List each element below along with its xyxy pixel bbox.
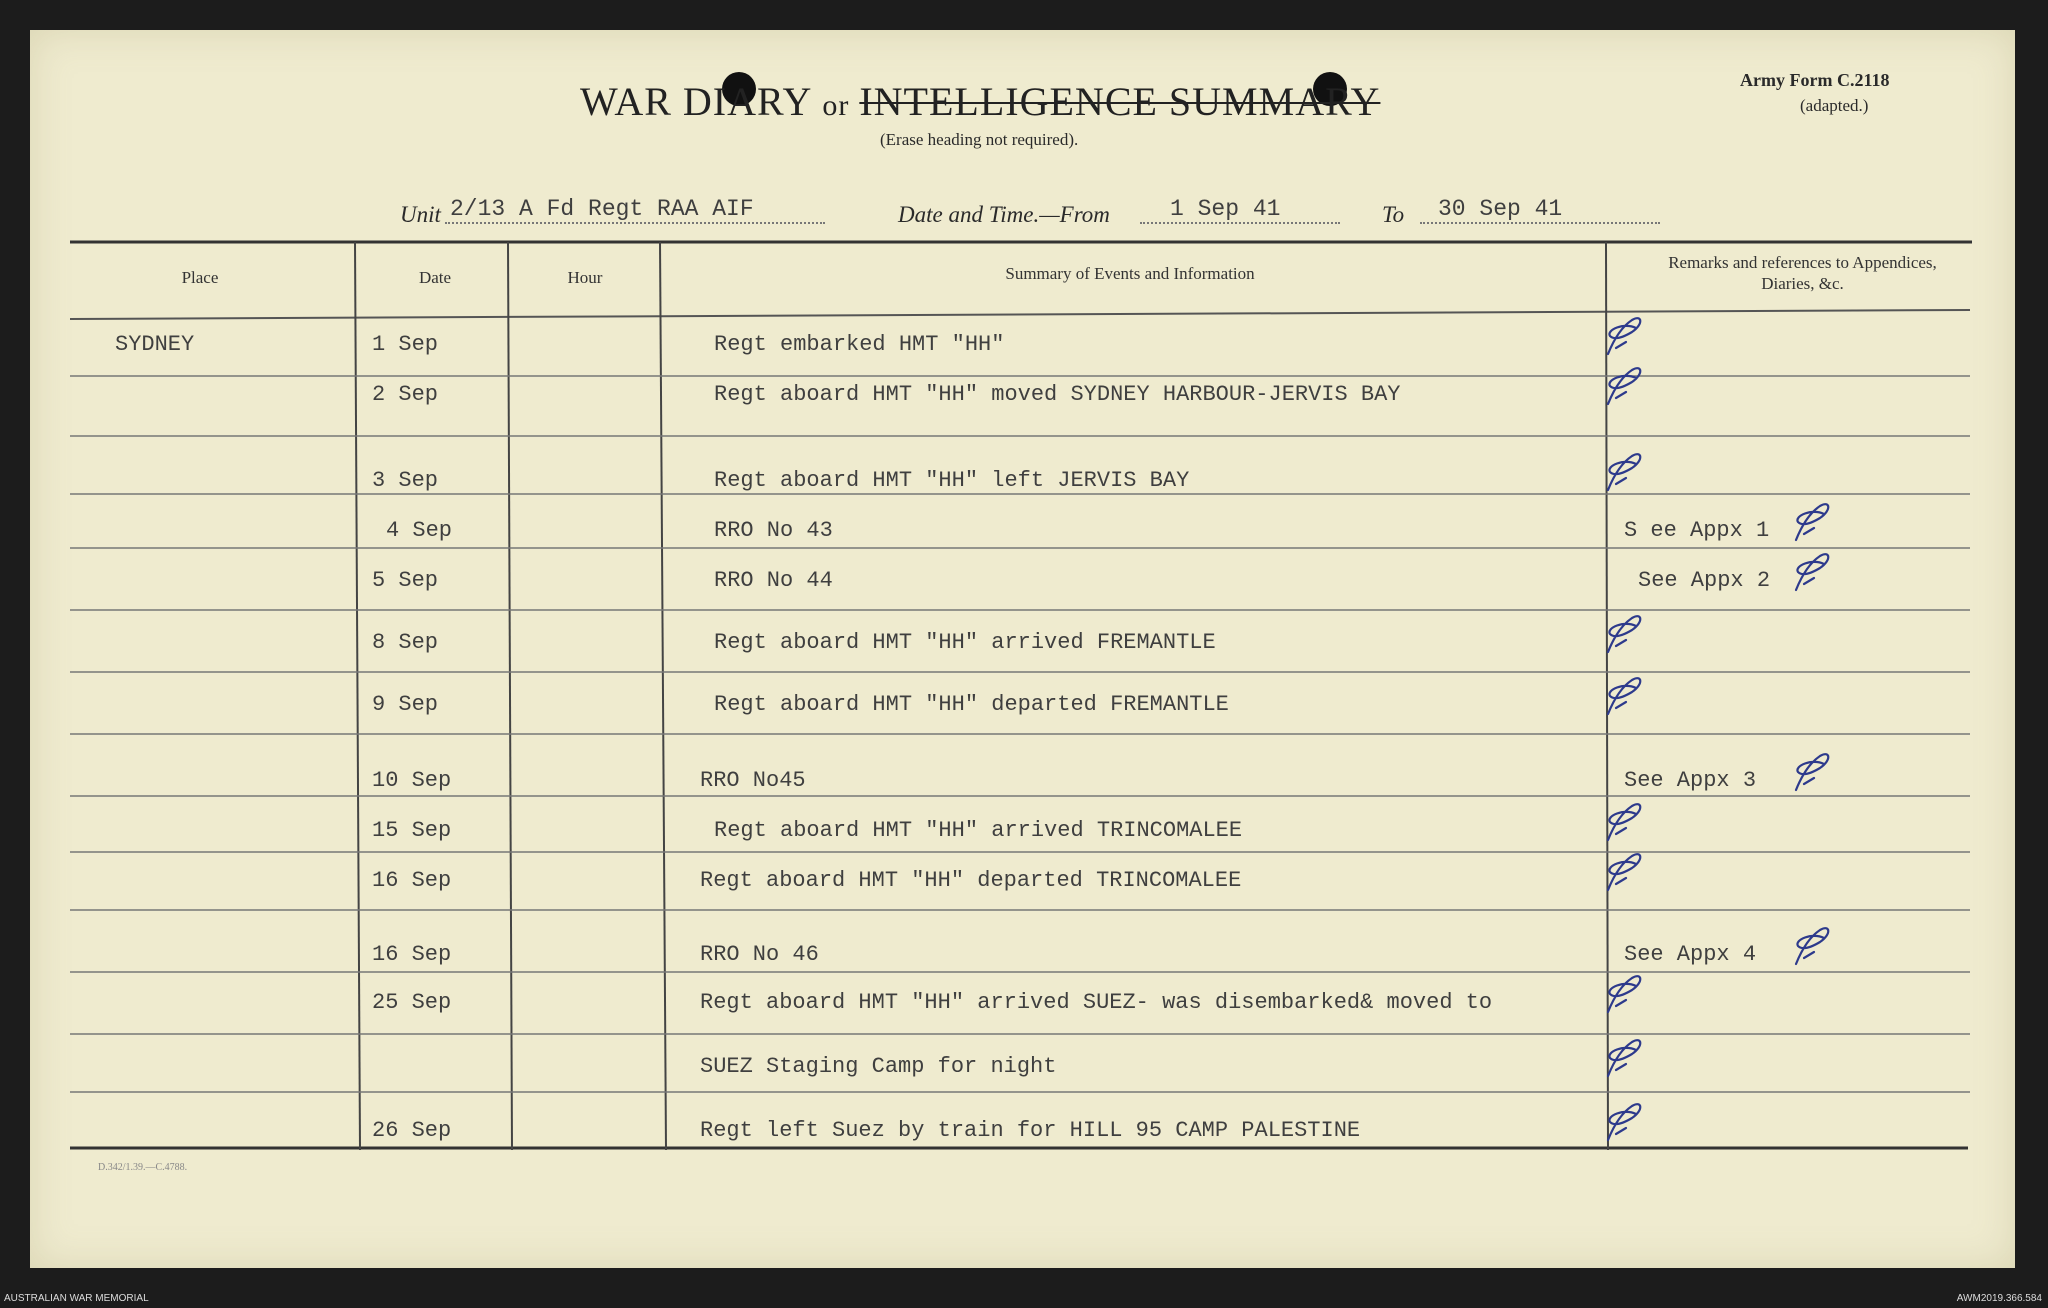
initials-signature-icon [1602, 1100, 1646, 1144]
army-form-label: Army Form C.2118 [1740, 70, 1890, 90]
initials-signature-icon [1602, 364, 1646, 408]
date-from-dotted-line [1140, 222, 1340, 224]
army-form-adapted: (adapted.) [1800, 96, 1869, 115]
document-title [580, 78, 1380, 125]
unit-date-row [370, 196, 1660, 226]
row-summary: RRO No 43 [714, 518, 833, 543]
print-code: D.342/1.39.—C.4788. [98, 1162, 188, 1173]
initials-signature-icon [1602, 850, 1646, 894]
row-remarks: See Appx 4 [1624, 942, 1757, 967]
row-summary: Regt aboard HMT "HH" arrived FREMANTLE [714, 630, 1216, 655]
date-to-value: 30 Sep 41 [1438, 196, 1563, 222]
initials-signature-icon [1602, 1036, 1646, 1080]
row-summary: RRO No 44 [714, 568, 833, 593]
row-summary: Regt aboard HMT "HH" departed FREMANTLE [714, 692, 1229, 717]
title-war-diary: WAR DIARY [580, 79, 813, 124]
row-date: 4 Sep [386, 518, 453, 543]
initials-signature-icon [1602, 612, 1646, 656]
row-summary: Regt left Suez by train for HILL 95 CAMP PALESTINE [700, 1118, 1361, 1143]
row-summary: Regt embarked HMT "HH" [714, 332, 1005, 357]
header-date: Date [418, 268, 452, 287]
footer-left: AUSTRALIAN WAR MEMORIAL [4, 1293, 149, 1304]
initials-signature-icon [1602, 450, 1646, 494]
initials-signature-icon [1790, 924, 1834, 968]
row-summary: SUEZ Staging Camp for night [700, 1054, 1057, 1079]
row-date: 16 Sep [372, 942, 452, 967]
row-date: 5 Sep [372, 568, 439, 593]
date-to-label: To [1382, 202, 1405, 227]
row-date: 3 Sep [372, 468, 439, 493]
row-summary: RRO No45 [700, 768, 806, 793]
header-summary: Summary of Events and Information [1005, 264, 1255, 283]
initials-signature-icon [1790, 550, 1834, 594]
unit-dotted-line [445, 222, 825, 224]
row-date: 9 Sep [372, 692, 439, 717]
header-place: Place [181, 268, 219, 287]
initials-signature-icon [1602, 674, 1646, 718]
unit-label: Unit [400, 202, 441, 227]
row-date: 15 Sep [372, 818, 452, 843]
date-from-value: 1 Sep 41 [1170, 196, 1281, 222]
title-or: or [822, 89, 850, 122]
initials-signature-icon [1602, 314, 1646, 358]
row-place: SYDNEY [115, 332, 195, 357]
header-hour: Hour [567, 268, 603, 287]
row-summary: Regt aboard HMT "HH" arrived TRINCOMALEE [714, 818, 1243, 843]
footer-right: AWM2019.366.584 [1956, 1293, 2042, 1304]
row-date: 1 Sep [372, 332, 439, 357]
initials-signature-icon [1790, 750, 1834, 794]
header-remarks: Remarks and references to Appendices, Diaries, &c. [1668, 253, 1937, 293]
title-intelligence-summary: INTELLIGENCE SUMMARY [859, 79, 1381, 124]
unit-value: 2/13 A Fd Regt RAA AIF [450, 196, 754, 222]
row-date: 26 Sep [372, 1118, 452, 1143]
initials-signature-icon [1602, 800, 1646, 844]
row-summary: Regt aboard HMT "HH" left JERVIS BAY [714, 468, 1190, 493]
row-date: 8 Sep [372, 630, 439, 655]
row-remarks: See Appx 3 [1624, 768, 1757, 793]
row-date: 10 Sep [372, 768, 452, 793]
row-date: 16 Sep [372, 868, 452, 893]
row-summary: Regt aboard HMT "HH" arrived SUEZ- was disembarked& moved to [700, 990, 1493, 1015]
erase-note: (Erase heading not required). [880, 130, 1079, 149]
row-summary: RRO No 46 [700, 942, 819, 967]
initials-signature-icon [1602, 972, 1646, 1016]
date-from-label: Date and Time.—From [898, 202, 1110, 227]
row-summary: Regt aboard HMT "HH" departed TRINCOMALEE [700, 868, 1242, 893]
row-date: 25 Sep [372, 990, 452, 1015]
row-remarks: S ee Appx 1 [1624, 518, 1770, 543]
row-summary: Regt aboard HMT "HH" moved SYDNEY HARBOUR-JERVIS BAY [714, 382, 1401, 407]
initials-signature-icon [1790, 500, 1834, 544]
row-remarks: See Appx 2 [1638, 568, 1771, 593]
date-to-dotted-line [1420, 222, 1660, 224]
row-date: 2 Sep [372, 382, 439, 407]
